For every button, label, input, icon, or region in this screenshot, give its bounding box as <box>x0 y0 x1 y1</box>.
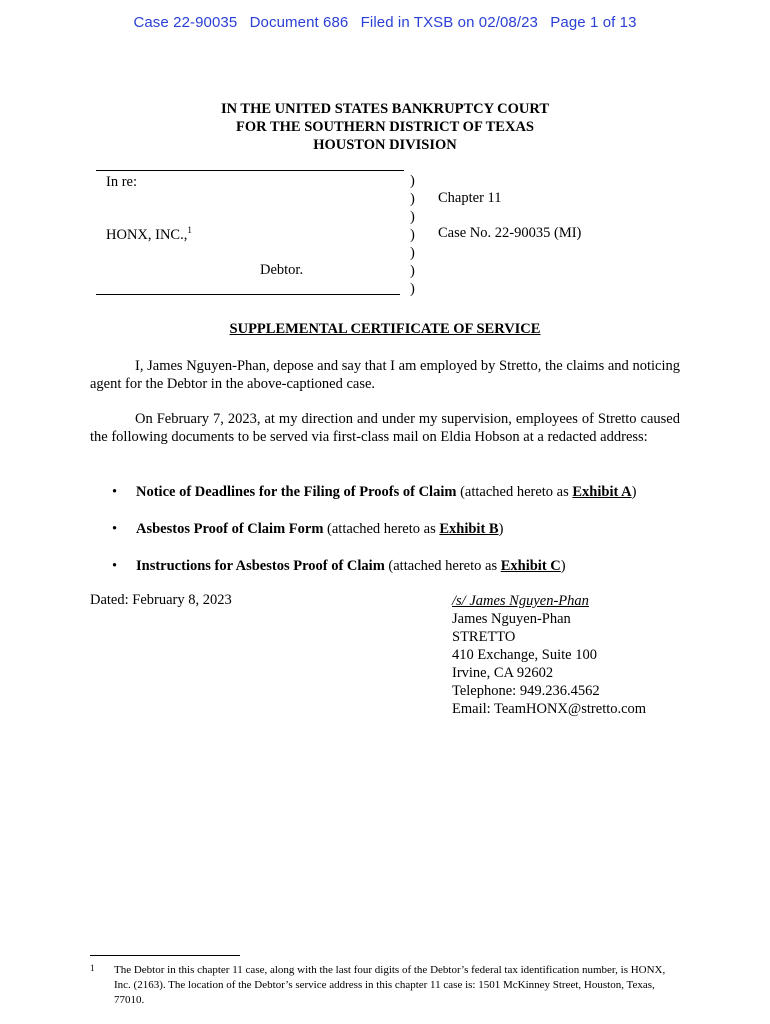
signer-name: James Nguyen-Phan <box>452 611 571 627</box>
caption-bottom-rule <box>96 294 400 295</box>
telephone: Telephone: 949.236.4562 <box>452 683 600 699</box>
list-item <box>108 483 688 520</box>
court-division: HOUSTON DIVISION <box>313 137 457 153</box>
in-re-label: In re: <box>106 174 137 190</box>
footnote-number: 1 <box>90 963 95 973</box>
caption-parentheses <box>410 172 415 298</box>
address-line-1: 410 Exchange, Suite 100 <box>452 647 597 663</box>
attachment-note: (attached hereto as <box>456 484 573 500</box>
chapter-number: Chapter 11 <box>438 190 502 206</box>
filing-date: Filed in TXSB on 02/08/23 <box>360 14 538 31</box>
caption-paren: ) <box>410 209 415 225</box>
attachment-note: (attached hereto as <box>323 521 440 537</box>
court-heading <box>0 100 770 154</box>
filing-page-count: Page 1 of 13 <box>550 14 637 31</box>
caption-paren: ) <box>410 191 415 207</box>
electronic-signature: /s/ James Nguyen-Phan <box>452 593 589 609</box>
filing-document-number: Document 686 <box>249 14 349 31</box>
service-paragraph: On February 7, 2023, at my direction and under my supervision, employees of Stretto caused the following documents to be served via first-class mail on Eldia Hobson at a redacted address: <box>90 411 680 445</box>
debtor-label: Debtor. <box>260 262 304 278</box>
signer-company: STRETTO <box>452 629 516 645</box>
declaration-paragraph: I, James Nguyen-Phan, depose and say that I am employed by Stretto, the claims and noticing agent for the Debtor in the above-captioned case. <box>90 358 680 392</box>
document-name: Asbestos Proof of Claim Form <box>136 521 324 537</box>
caption-paren: ) <box>410 281 415 297</box>
court-district: FOR THE SOUTHERN DISTRICT OF TEXAS <box>235 119 534 135</box>
bullet-icon: • <box>112 521 118 537</box>
footnote-text: The Debtor in this chapter 11 case, along with the last four digits of the Debtor’s federal tax identification number, is HONX, Inc. (2163). The location of the Debtor’s service address in this chapter 11 case is: 1501 McKinney Street, Houston, Texas, 77010. <box>114 964 666 1006</box>
caption-paren: ) <box>410 227 415 243</box>
document-name: Instructions for Asbestos Proof of Claim <box>136 558 385 574</box>
list-item <box>108 557 688 594</box>
debtor-name <box>106 225 192 244</box>
case-number: Case No. 22-90035 (MI) <box>438 225 582 241</box>
document-name: Notice of Deadlines for the Filing of Proofs of Claim <box>136 484 457 500</box>
address-line-2: Irvine, CA 92602 <box>452 665 554 681</box>
filing-stamp-header <box>0 14 770 31</box>
document-title: SUPPLEMENTAL CERTIFICATE OF SERVICE <box>229 321 541 337</box>
exhibit-reference: Exhibit B <box>439 521 499 537</box>
case-caption <box>96 162 696 302</box>
closing-paren: ) <box>498 521 504 537</box>
caption-top-rule <box>96 170 404 171</box>
footnote-divider <box>90 955 240 956</box>
signature-block <box>452 592 646 718</box>
bullet-icon: • <box>112 558 118 574</box>
attachment-note: (attached hereto as <box>384 558 501 574</box>
debtor-name-text: HONX, INC., <box>106 227 188 243</box>
list-item <box>108 520 688 557</box>
exhibit-reference: Exhibit C <box>500 558 561 574</box>
footnote <box>90 963 680 1008</box>
closing-paren: ) <box>631 484 637 500</box>
closing-paren: ) <box>560 558 566 574</box>
email: Email: TeamHONX@stretto.com <box>452 701 647 717</box>
exhibit-reference: Exhibit A <box>572 484 632 500</box>
bullet-icon: • <box>112 484 118 500</box>
served-documents-list <box>108 483 688 594</box>
caption-paren: ) <box>410 173 415 189</box>
footnote-reference: 1 <box>187 225 192 235</box>
dated-line: Dated: February 8, 2023 <box>90 592 232 608</box>
caption-paren: ) <box>410 245 415 261</box>
filing-case-number: Case 22-90035 <box>133 14 238 31</box>
caption-paren: ) <box>410 263 415 279</box>
court-name: IN THE UNITED STATES BANKRUPTCY COURT <box>220 101 550 117</box>
